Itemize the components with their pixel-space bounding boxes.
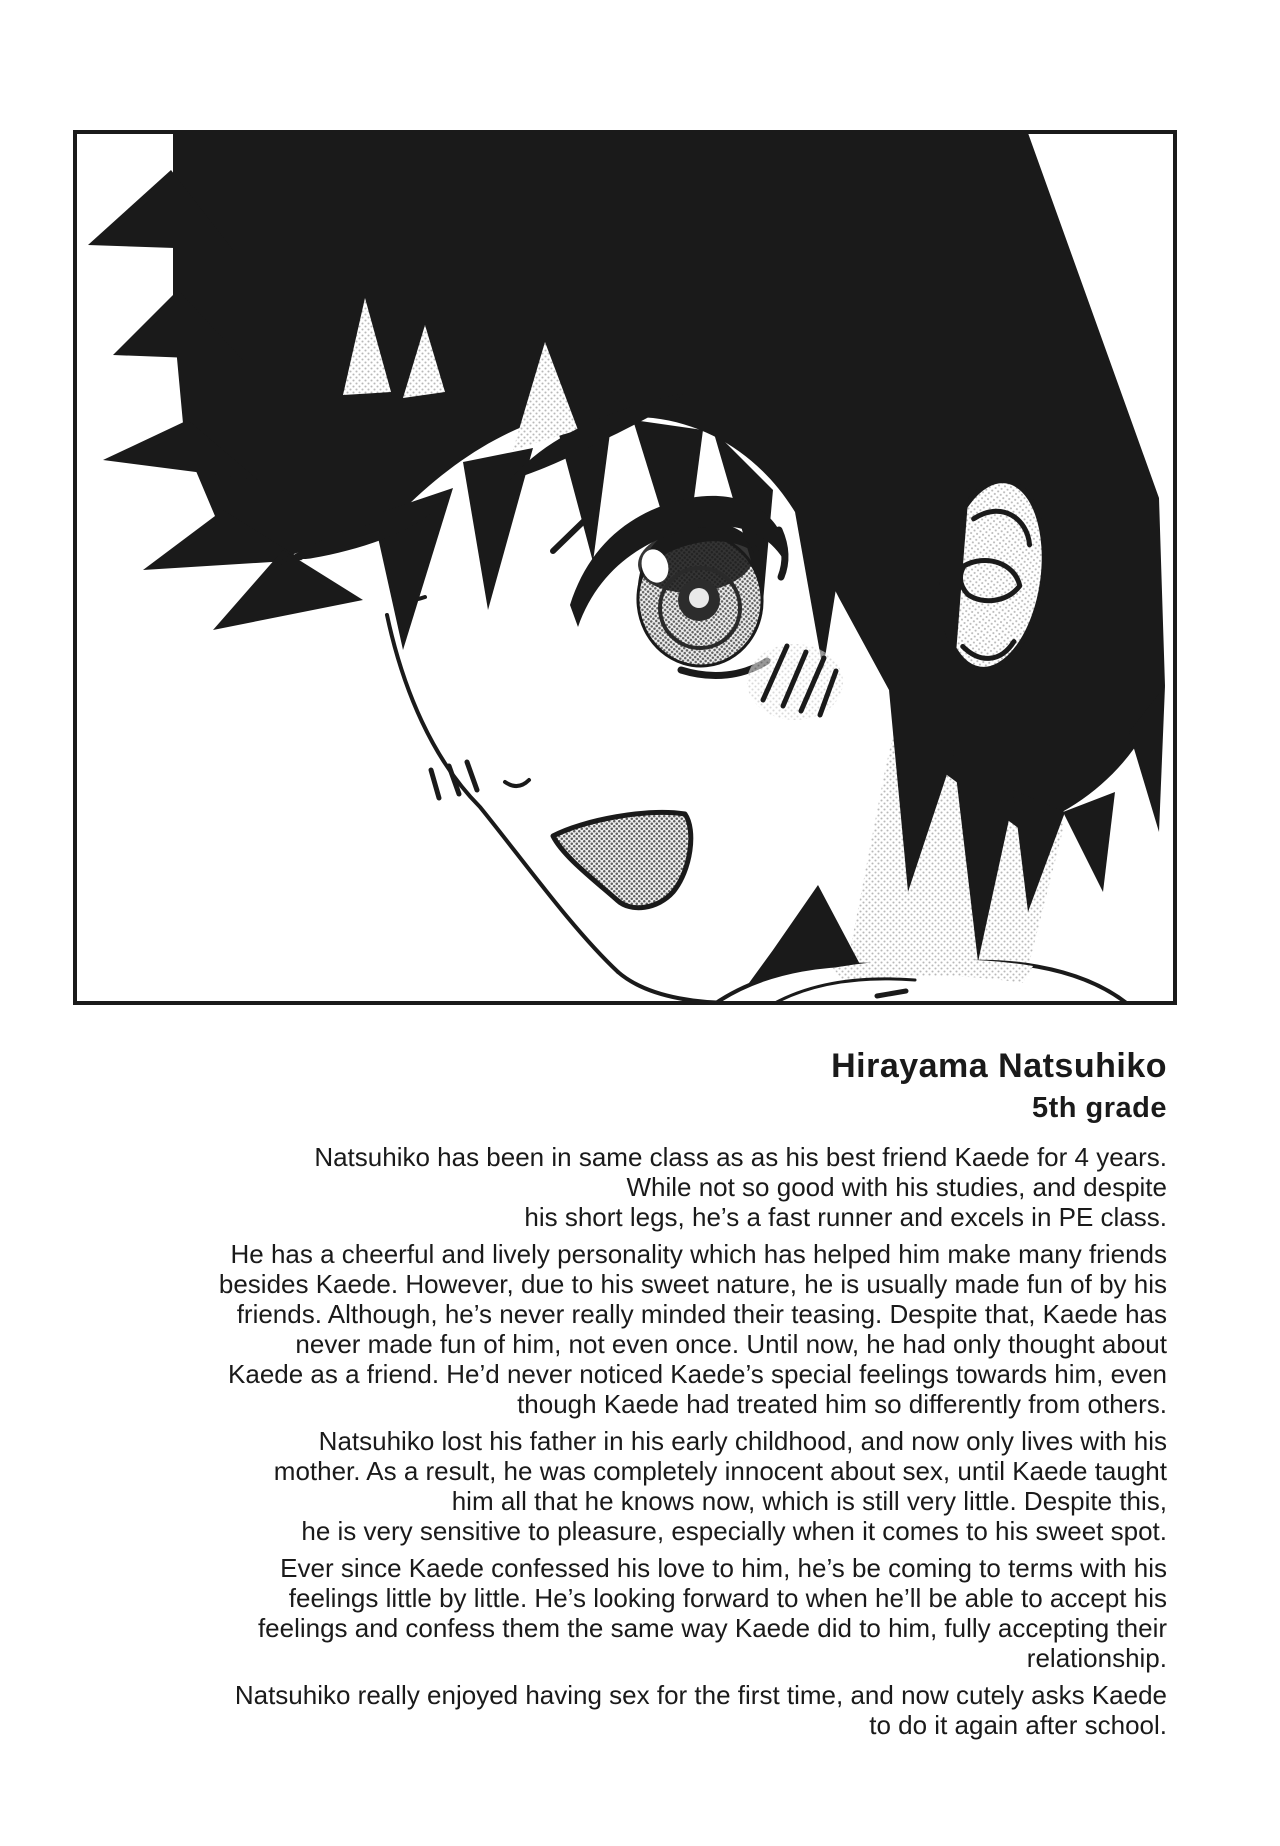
profile-line: though Kaede had treated him so differently from others. [517, 1389, 1167, 1419]
character-name: Hirayama Natsuhiko [831, 1047, 1167, 1085]
profile-paragraph [73, 1142, 1167, 1232]
profile-line: him all that he knows now, which is still very little. Despite this, [451, 1486, 1167, 1516]
profile-line: relationship. [1026, 1643, 1167, 1673]
profile-paragraphs [73, 1142, 1167, 1740]
profile-line: While not so good with his studies, and despite [626, 1172, 1167, 1202]
profile-line: Kaede as a friend. He’d never noticed Kaede’s special feelings towards him, even [228, 1359, 1167, 1389]
profile-paragraph [73, 1553, 1167, 1673]
profile-paragraph [73, 1426, 1167, 1546]
profile-line: Natsuhiko has been in same class as as his best friend Kaede for 4 years. [314, 1142, 1167, 1172]
character-profile [73, 1044, 1167, 1740]
profile-line: to do it again after school. [869, 1710, 1167, 1740]
profile-line: He has a cheerful and lively personality which has helped him make many friends [230, 1239, 1167, 1269]
profile-line: feelings and confess them the same way Kaede did to him, fully accepting their [257, 1613, 1167, 1643]
profile-line: never made fun of him, not even once. Until now, he had only thought about [295, 1329, 1167, 1359]
character-grade: 5th grade [1031, 1092, 1167, 1124]
profile-line: Natsuhiko really enjoyed having sex for the first time, and now cutely asks Kaede [234, 1680, 1167, 1710]
portrait-frame [73, 130, 1177, 1005]
profile-paragraph [73, 1239, 1167, 1419]
profile-paragraph [73, 1680, 1167, 1740]
profile-line: mother. As a result, he was completely innocent about sex, until Kaede taught [273, 1456, 1167, 1486]
profile-line: feelings little by little. He’s looking forward to when he’ll be able to accept his [288, 1583, 1167, 1613]
profile-line: his short legs, he’s a fast runner and excels in PE class. [524, 1202, 1167, 1232]
profile-line: besides Kaede. However, due to his sweet nature, he is usually made fun of by his [218, 1269, 1167, 1299]
portrait-illustration [73, 130, 1177, 1005]
profile-line: Ever since Kaede confessed his love to him, he’s be coming to terms with his [280, 1553, 1167, 1583]
profile-line: friends. Although, he’s never really minded their teasing. Despite that, Kaede has [236, 1299, 1167, 1329]
profile-line: he is very sensitive to pleasure, especially when it comes to his sweet spot. [301, 1516, 1167, 1546]
profile-line: Natsuhiko lost his father in his early childhood, and now only lives with his [318, 1426, 1167, 1456]
